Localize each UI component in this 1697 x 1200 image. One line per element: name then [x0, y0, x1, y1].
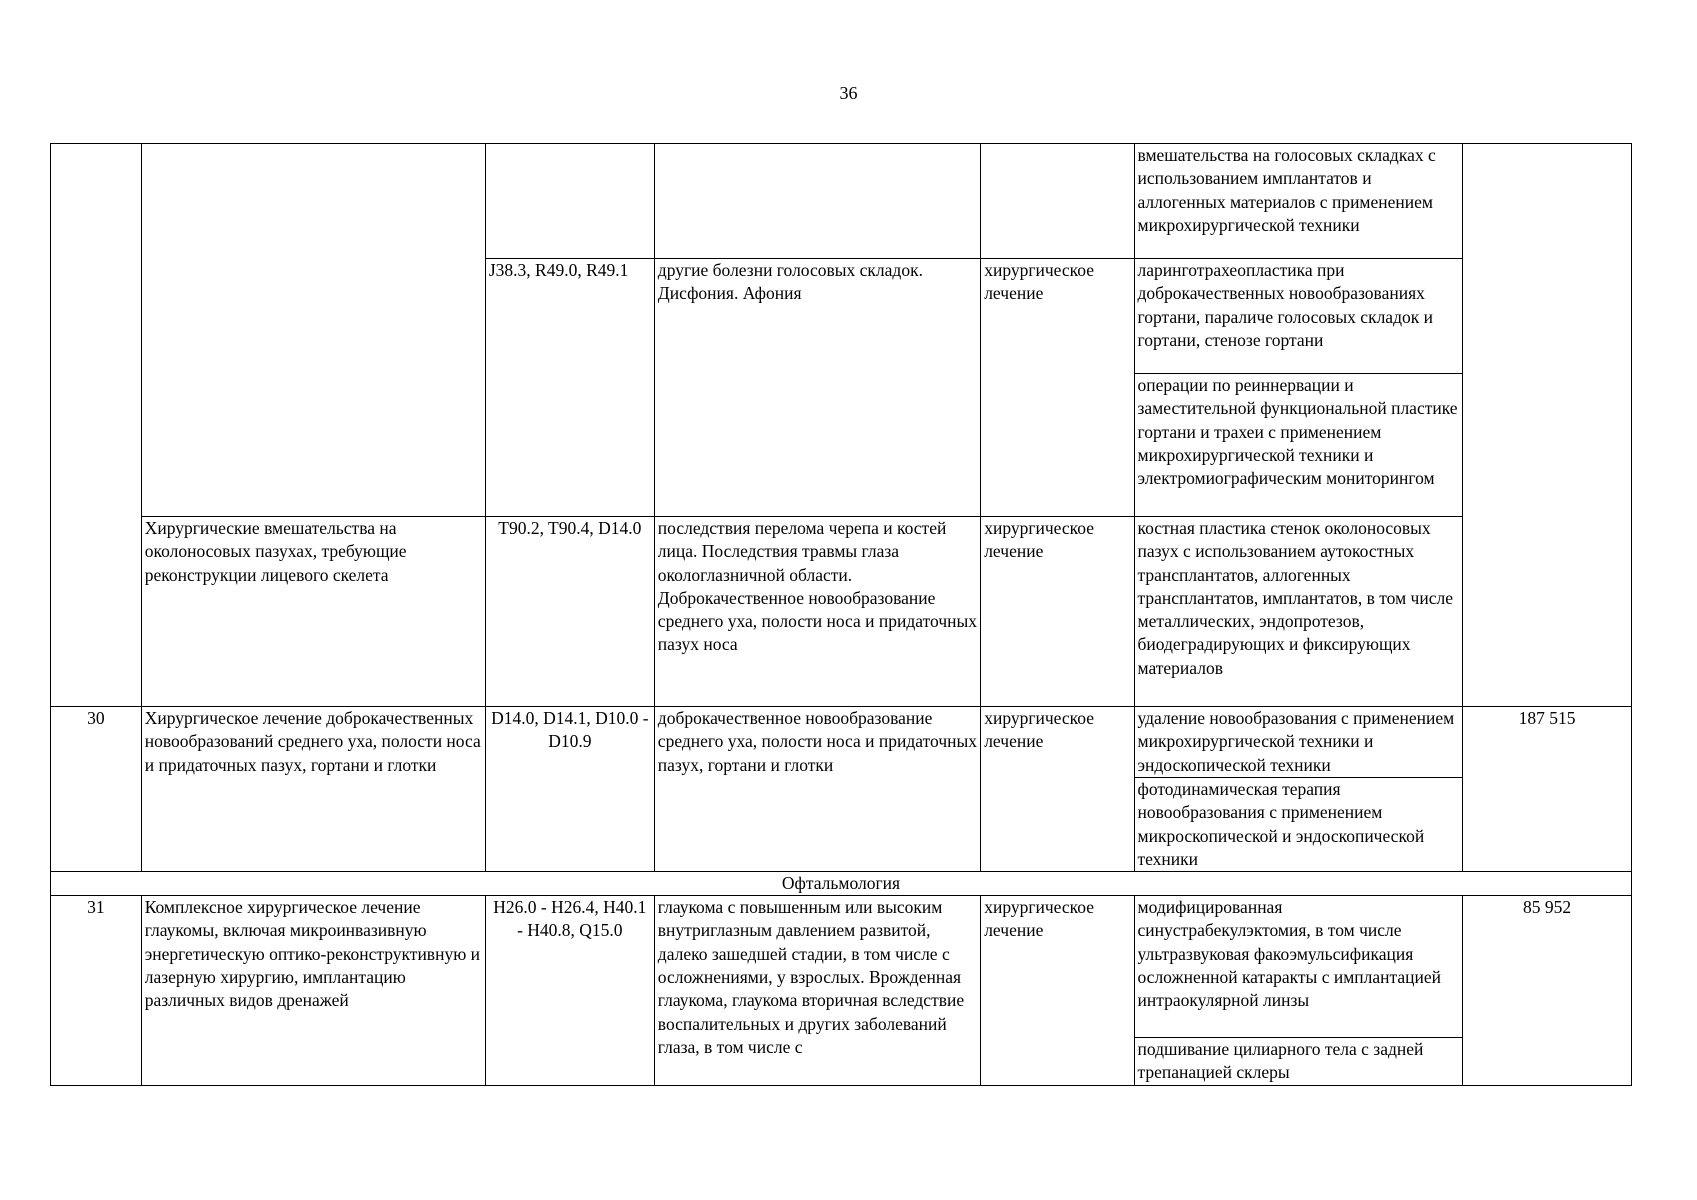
- table-row: [51, 144, 1632, 259]
- name-cell: [141, 144, 485, 517]
- name-cell: Комплексное хирургическое лечение глаукомы, включая микроинвазивную энергетическую оптико-реконструктивную и лазерную хирургию, имплантацию различных видов дренажей: [141, 896, 485, 1086]
- cost-cell: 85 952: [1463, 896, 1632, 1086]
- codes-cell: D14.0, D14.1, D10.0 - D10.9: [485, 707, 654, 872]
- treatment-cell: хирургическое лечение: [981, 259, 1134, 517]
- method-cell: фотодинамическая терапия новообразования с применением микроскопической и эндоскопической техники: [1134, 778, 1463, 872]
- cost-cell: [1463, 144, 1632, 707]
- method-cell: костная пластика стенок околоносовых пазух с использованием аутокостных трансплантатов, аллогенных трансплантатов, имплантатов, в том числе металлических, эндопротезов, биодеградирующих и фиксирующих материалов: [1134, 517, 1463, 707]
- method-cell: ларинготрахеопластика при доброкачественных новообразованиях гортани, параличе голосовых складок и гортани, стенозе гортани: [1134, 259, 1463, 374]
- section-row: [51, 872, 1632, 896]
- model-cell: последствия перелома черепа и костей лица. Последствия травмы глаза окологлазничной области. Доброкачественное новообразование среднего уха, полости носа и придаточных пазух носа: [654, 517, 980, 707]
- num-cell: [51, 144, 142, 707]
- num-cell: 31: [51, 896, 142, 1086]
- table-row: [51, 517, 1632, 707]
- method-cell: вмешательства на голосовых складках с использованием имплантатов и аллогенных материалов с применением микрохирургической техники: [1134, 144, 1463, 259]
- page-number: 36: [839, 83, 858, 103]
- codes-cell: T90.2, T90.4, D14.0: [485, 517, 654, 707]
- model-cell: [654, 144, 980, 259]
- method-cell: подшивание цилиарного тела с задней трепанацией склеры: [1134, 1038, 1463, 1086]
- name-cell: Хирургические вмешательства на околоносовых пазухах, требующие реконструкции лицевого скелета: [141, 517, 485, 707]
- table-row: [51, 707, 1632, 778]
- treatment-cell: хирургическое лечение: [981, 896, 1134, 1086]
- codes-cell: H26.0 - H26.4, H40.1 - H40.8, Q15.0: [485, 896, 654, 1086]
- table-row: [51, 896, 1632, 1038]
- method-cell: операции по реиннервации и заместительной функциональной пластике гортани и трахеи с применением микрохирургической техники и электромиографическим мониторингом: [1134, 374, 1463, 517]
- treatment-cell: [981, 144, 1134, 259]
- procedures-table: [50, 143, 1632, 1086]
- model-cell: доброкачественное новообразование среднего уха, полости носа и придаточных пазух, гортани и глотки: [654, 707, 980, 872]
- num-cell: 30: [51, 707, 142, 872]
- method-cell: модифицированная синустрабекулэктомия, в том числе ультразвуковая факоэмульсификация осложненной катаракты с имплантацией интраокулярной линзы: [1134, 896, 1463, 1038]
- treatment-cell: хирургическое лечение: [981, 707, 1134, 872]
- codes-cell: J38.3, R49.0, R49.1: [485, 259, 654, 517]
- section-title: Офтальмология: [51, 872, 1632, 896]
- codes-cell: [485, 144, 654, 259]
- model-cell: глаукома с повышенным или высоким внутриглазным давлением развитой, далеко зашедшей стадии, в том числе с осложнениями, у взрослых. Врожденная глаукома, глаукома вторичная вследствие воспалительных и других заболеваний глаза, в том числе с: [654, 896, 980, 1086]
- model-cell: другие болезни голосовых складок. Дисфония. Афония: [654, 259, 980, 517]
- name-cell: Хирургическое лечение доброкачественных новообразований среднего уха, полости носа и придаточных пазух, гортани и глотки: [141, 707, 485, 872]
- cost-cell: 187 515: [1463, 707, 1632, 872]
- treatment-cell: хирургическое лечение: [981, 517, 1134, 707]
- method-cell: удаление новообразования с применением микрохирургической техники и эндоскопической техники: [1134, 707, 1463, 778]
